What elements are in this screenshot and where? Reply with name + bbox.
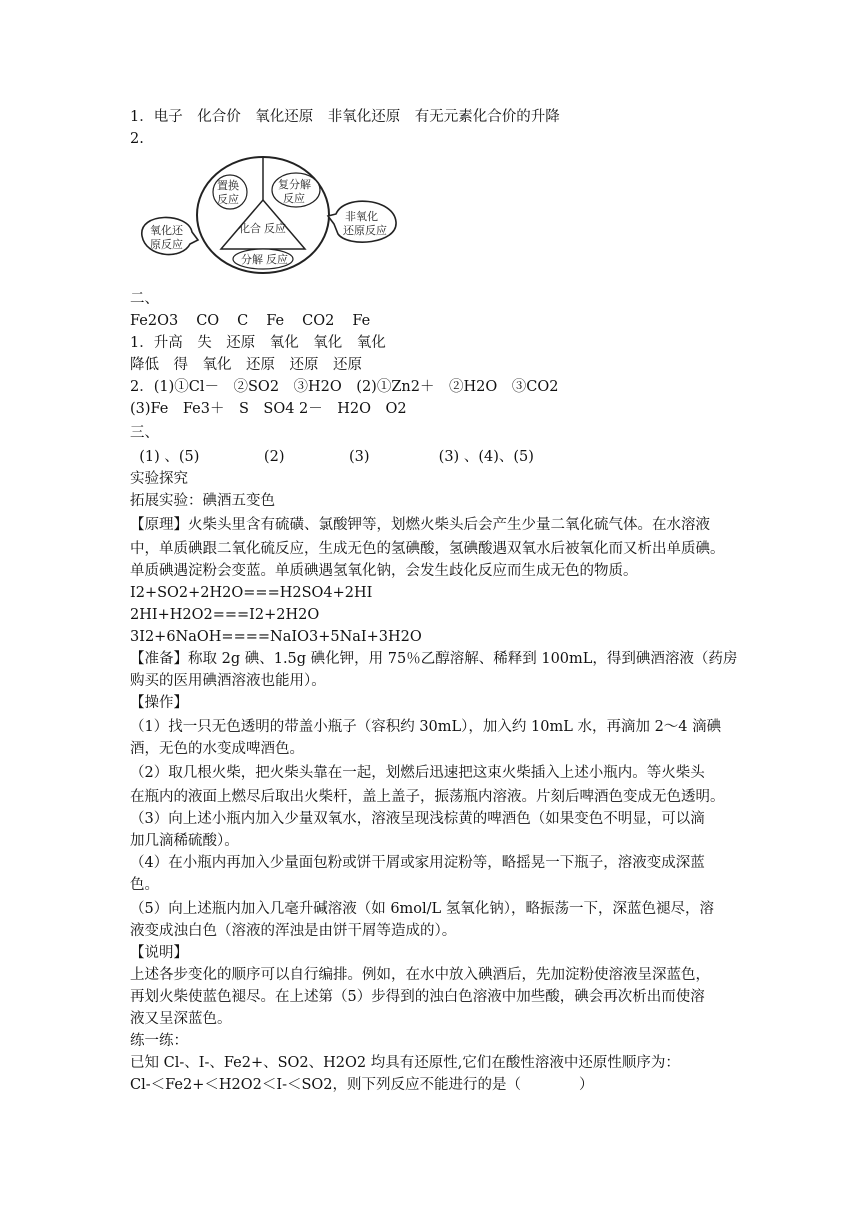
note-line: 上述各步变化的顺序可以自行编排。例如，在水中放入碘酒后，先加淀粉使溶液呈深蓝色， (130, 967, 710, 983)
reaction-classification-diagram (138, 152, 408, 282)
nonredox-label-2: 还原反应 (343, 224, 387, 237)
principle-line: 中，单质碘跟二氧化硫反应，生成无色的氢碘酸，氢碘酸遇双氧水后被氧化而又析出单质碘。 (130, 541, 725, 557)
equation-1: I2+SO2+2H2O===H2SO4+2HI (130, 585, 373, 601)
principle-line: 【原理】火柴头里含有硫磺、氯酸钾等，划燃火柴头后会产生少量二氧化硫气体。在水溶液 (130, 517, 710, 533)
operation-line: （4）在小瓶内再加入少量面包粉或饼干屑或家用淀粉等，略摇晃一下瓶子，溶液变成深蓝 (130, 855, 705, 871)
redox-label-1: 氧化还 (150, 224, 183, 237)
operation-line: 加几滴稀硫酸）。 (130, 833, 239, 849)
decompose-label-1: 分解 (241, 253, 263, 266)
section-2-line-1: 1．升高 失 还原 氧化 氧化 氧化 (130, 335, 386, 351)
equation-2: 2HI+H2O2===I2+2H2O (130, 607, 320, 623)
operation-line: （2）取几根火柴，把火柴头靠在一起，划燃后迅速把这束火柴插入上述小瓶内。等火柴头 (130, 765, 705, 781)
decompose-label-2: 反应 (266, 253, 288, 266)
operation-line: 液变成浊白色（溶液的浑浊是由饼干屑等造成的）。 (130, 923, 457, 939)
section-2-formulas (130, 310, 388, 332)
equation-3: 3I2+6NaOH====NaIO3+5NaI+3H2O (130, 629, 422, 645)
replace-label-1: 置换 (217, 179, 239, 192)
section-2-line-2: 降低 得 氧化 还原 还原 还原 (130, 357, 362, 373)
section-3-answers: (1) 、(5) (2) (3) (3) 、(4)、(5) (130, 449, 534, 465)
practice-line: Cl-＜Fe2+＜H2O2＜I-＜SO2，则下列反应不能进行的是（ ） (130, 1077, 594, 1093)
formula-item: CO2 (302, 313, 335, 329)
note-title: 【说明】 (130, 945, 188, 961)
extension-title: 拓展实验：碘酒五变色 (130, 493, 275, 509)
formula-item: Fe (352, 313, 371, 329)
double-decompose-label-1: 复分解 (278, 178, 311, 191)
formula-item: Fe (266, 313, 285, 329)
formula-item: Fe2O3 (130, 313, 179, 329)
section-2-line-3: 2．(1)①Cl－ ②SO2 ③H2O (2)①Zn2＋ ②H2O ③CO2 (130, 379, 559, 395)
operation-title: 【操作】 (130, 695, 188, 711)
answer-line-1: 1．电子 化合价 氧化还原 非氧化还原 有无元素化合价的升降 (130, 109, 560, 125)
operation-line: （1）找一只无色透明的带盖小瓶子（容积约 30mL），加入约 10mL 水，再滴加 2～4 滴碘 (130, 719, 722, 735)
replace-label-2: 反应 (217, 193, 239, 206)
operation-line: 在瓶内的液面上燃尽后取出火柴杆，盖上盖子，振荡瓶内溶液。片刻后啤酒色变成无色透明。 (130, 789, 725, 805)
answer-line-2: 2. (130, 131, 144, 147)
prep-line: 【准备】称取 2g 碘、1.5g 碘化钾，用 75％乙醇溶解、稀释到 100mL，得到碘酒溶液（药房 (130, 651, 738, 667)
section-2-line-4: (3)Fe Fe3＋ S SO4 2－ H2O O2 (130, 401, 407, 417)
experiment-title: 实验探究 (130, 471, 188, 487)
diagram-svg (138, 152, 408, 282)
section-3-title: 三、 (130, 425, 159, 441)
combine-label-1: 化合 (239, 222, 261, 235)
double-decompose-label-2: 反应 (283, 192, 305, 205)
section-2-title: 二、 (130, 291, 159, 307)
principle-line: 单质碘遇淀粉会变蓝。单质碘遇氢氧化钠，会发生歧化反应而生成无色的物质。 (130, 563, 638, 579)
practice-line: 已知 Cl-、I-、Fe2+、SO2、H2O2 均具有还原性,它们在酸性溶液中还原性顺序为： (130, 1055, 680, 1071)
note-line: 液又呈深蓝色。 (130, 1011, 232, 1027)
operation-line: （5）向上述瓶内加入几毫升碱溶液（如 6mol/L 氢氧化钠），略振荡一下，深蓝色褪尽，溶 (130, 901, 715, 917)
formula-item: C (237, 313, 249, 329)
formula-item: CO (196, 313, 220, 329)
prep-line: 购买的医用碘酒溶液也能用）。 (130, 673, 326, 689)
operation-line: （3）向上述小瓶内加入少量双氧水，溶液呈现浅棕黄的啤酒色（如果变色不明显，可以滴 (130, 811, 705, 827)
note-line: 再划火柴使蓝色褪尽。在上述第（5）步得到的浊白色溶液中加些酸，碘会再次析出而使溶 (130, 989, 705, 1005)
combine-label-2: 反应 (264, 222, 286, 235)
operation-line: 酒，无色的水变成啤酒色。 (130, 741, 304, 757)
practice-title: 练一练： (130, 1033, 188, 1049)
operation-line: 色。 (130, 877, 159, 893)
nonredox-label-1: 非氧化 (345, 210, 378, 223)
redox-label-2: 原反应 (150, 238, 183, 251)
